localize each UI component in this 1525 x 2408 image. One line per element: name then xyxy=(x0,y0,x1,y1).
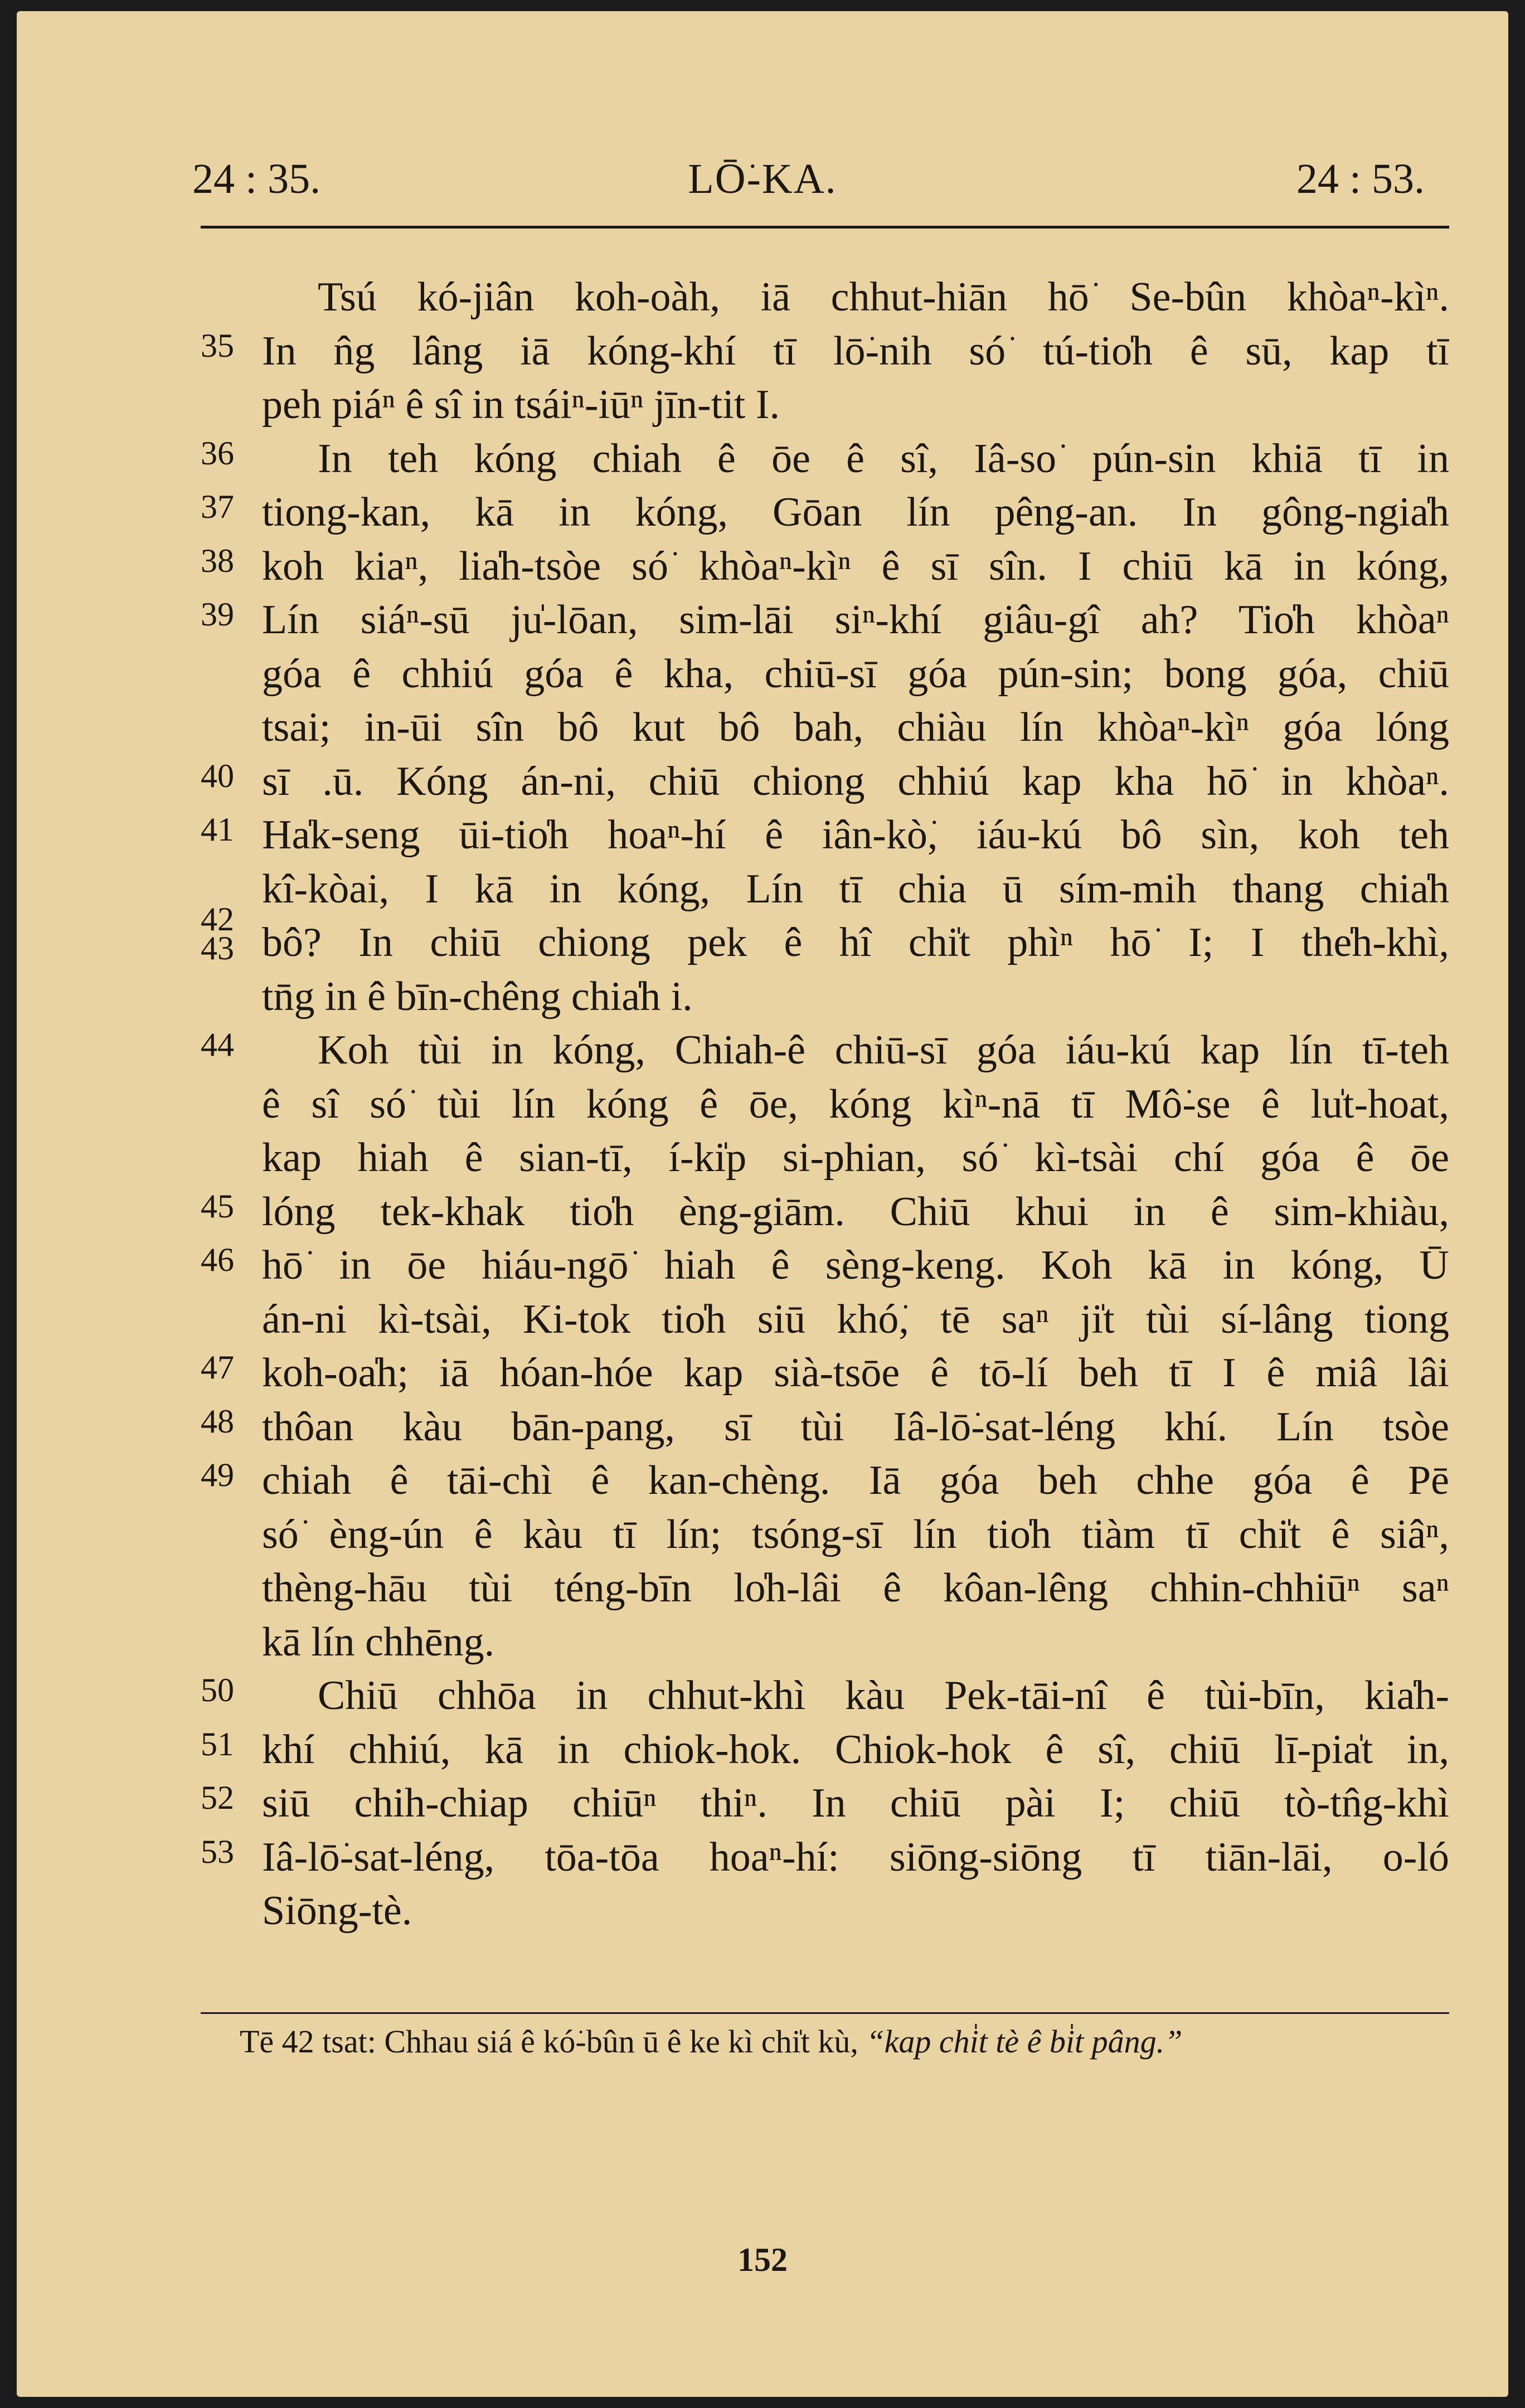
verse-text: peh piáⁿ ê sî in tsáiⁿ-iūⁿ jīn-tit I. xyxy=(262,382,780,428)
header-chapter-end: 24 : 53. xyxy=(1296,156,1425,202)
verse-text: bô? In chiū chiong pek ê hî chi̍t phìⁿ hō͘ I; I the̍h-khì, xyxy=(262,920,1449,965)
verse-text: siū chih-chiap chiūⁿ thiⁿ. In chiū pài I; chiū tò-tn̂g-khì xyxy=(262,1780,1449,1826)
verse-text: ê sî só͘ tùi lín kóng ê ōe, kóng kìⁿ-nā tī Mô͘-se ê lu̍t-hoat, xyxy=(262,1081,1449,1127)
text-line xyxy=(17,378,1508,431)
running-header xyxy=(17,155,1508,216)
verse-text: tn̄g in ê bīn-chêng chia̍h i. xyxy=(262,973,693,1019)
verse-text: lóng tek-khak tio̍h èng-giām. Chiū khui in ê sim-khiàu, xyxy=(262,1188,1449,1235)
verse-text: Ha̍k-seng ūi-tio̍h hoaⁿ-hí ê iân-kò͘, iáu-kú bô sìn, koh teh xyxy=(262,812,1449,858)
verse-text: thèng-hāu tùi téng-bīn lo̍h-lâi ê kôan-lêng chhin-chhiūⁿ saⁿ xyxy=(262,1565,1449,1611)
header-book-title: LŌ͘-KA. xyxy=(688,156,837,202)
text-line xyxy=(17,1669,1508,1722)
text-line xyxy=(17,486,1508,539)
verse-number: 45 xyxy=(201,1187,234,1225)
header-rule xyxy=(201,226,1449,229)
text-line xyxy=(17,1077,1508,1131)
verse-text: Iâ-lō͘-sat-léng, tōa-tōa hoaⁿ-hí: siōng-siōng tī tiān-lāi, o-ló xyxy=(262,1834,1449,1880)
text-line xyxy=(17,647,1508,701)
verse-number: 37 xyxy=(201,488,234,525)
footnote-quote: “kap chi̍t tè ê bi̍t pâng.” xyxy=(866,2023,1183,2060)
text-line xyxy=(17,701,1508,754)
verse-text: chiah ê tāi-chì ê kan-chèng. Iā góa beh chhe góa ê Pē xyxy=(262,1458,1449,1503)
verse-number: 48 xyxy=(201,1402,234,1440)
text-line xyxy=(17,755,1508,808)
text-line xyxy=(17,1776,1508,1830)
text-line xyxy=(17,808,1508,862)
text-line xyxy=(17,970,1508,1023)
verse-number: 52 xyxy=(201,1779,234,1816)
verse-number: 39 xyxy=(201,596,234,633)
verse-text: khí chhiú, kā in chiok-hok. Chiok-hok ê sî, chiū lī-pia̍t in, xyxy=(262,1726,1449,1773)
verse-text: hō͘ in ōe hiáu-ngō͘ hiah ê sèng-keng. Koh kā in kóng, Ū xyxy=(262,1242,1449,1288)
header-chapter-start: 24 : 35. xyxy=(192,156,321,202)
footnote-rule xyxy=(201,2012,1449,2014)
verse-number: 36 xyxy=(201,434,234,472)
verse-number: 51 xyxy=(201,1725,234,1763)
text-line xyxy=(17,1561,1508,1615)
text-line xyxy=(17,432,1508,486)
verse-text: Chiū chhōa in chhut-khì kàu Pek-tāi-nî ê tùi-bīn, kia̍h- xyxy=(318,1673,1449,1718)
book-page xyxy=(17,11,1508,2397)
text-line xyxy=(17,1454,1508,1507)
text-line xyxy=(17,1508,1508,1561)
text-line xyxy=(17,1615,1508,1669)
verse-text: In teh kóng chiah ê ōe ê sî, Iâ-so͘ pún-sin khiā tī in xyxy=(318,435,1449,482)
text-line xyxy=(17,1884,1508,1938)
verse-text: góa ê chhiú góa ê kha, chiū-sī góa pún-sin; bong góa, chiū xyxy=(262,650,1449,697)
footnote-text: Tē 42 tsat: Chhau siá ê kó͘-bûn ū ê ke kì chi̍t kù, xyxy=(240,2023,867,2060)
verse-text: Koh tùi in kóng, Chiah-ê chiū-sī góa iáu-kú kap lín tī-teh xyxy=(318,1027,1449,1073)
text-line xyxy=(17,1293,1508,1346)
text-line xyxy=(17,1723,1508,1776)
verse-text: kî-kòai, I kā in kóng, Lín tī chia ū sím-mih thang chia̍h xyxy=(262,866,1449,912)
text-line xyxy=(17,901,1508,969)
verse-number: 50 xyxy=(201,1672,234,1708)
footnote xyxy=(240,2021,1449,2063)
verse-text: In n̂g lâng iā kóng-khí tī lō͘-nih só͘ tú-tio̍h ê sū, kap tī xyxy=(262,328,1449,374)
verse-number-part: 42 xyxy=(201,901,234,938)
verse-text: Lín siáⁿ-sū ju̍-lōan, sim-lāi siⁿ-khí giâu-gî ah? Tio̍h khòaⁿ xyxy=(262,597,1449,643)
verse-number xyxy=(201,901,245,967)
text-line xyxy=(17,1023,1508,1077)
text-line xyxy=(17,1239,1508,1292)
text-line xyxy=(17,270,1508,324)
verse-text: kap hiah ê sian-tī, í-ki̍p si-phian, só͘ kì-tsài chí góa ê ōe xyxy=(262,1135,1449,1181)
text-line xyxy=(17,593,1508,647)
verse-number: 35 xyxy=(201,327,234,364)
verse-number: 47 xyxy=(201,1349,234,1386)
verse-text: koh kiaⁿ, lia̍h-tsòe só͘ khòaⁿ-kìⁿ ê sī sîn. I chiū kā in kóng, xyxy=(262,543,1449,589)
verse-text: kā lín chhēng. xyxy=(262,1619,495,1665)
verse-text: sī .ū. Kóng án-ni, chiū chiong chhiú kap kha hō͘ in khòaⁿ. xyxy=(262,758,1449,804)
text-line xyxy=(17,1346,1508,1400)
verse-text: tiong-kan, kā in kóng, Gōan lín pêng-an. In gông-ngia̍h xyxy=(262,489,1449,535)
text-line xyxy=(17,1400,1508,1454)
text-line xyxy=(17,324,1508,378)
verse-number: 41 xyxy=(201,811,234,848)
verse-number: 53 xyxy=(201,1833,234,1870)
text-line xyxy=(17,540,1508,593)
verse-text: tsai; in-ūi sîn bô kut bô bah, chiàu lín khòaⁿ-kìⁿ góa lóng xyxy=(262,705,1449,750)
verse-text: só͘ èng-ún ê kàu tī lín; tsóng-sī lín tio̍h tiàm tī chi̍t ê siâⁿ, xyxy=(262,1511,1449,1557)
verse-text: Siōng-tè. xyxy=(262,1888,412,1934)
text-line xyxy=(17,1185,1508,1239)
verse-number: 44 xyxy=(201,1026,234,1063)
verse-text: thôan kàu bān-pang, sī tùi Iâ-lō͘-sat-léng khí. Lín tsòe xyxy=(262,1404,1449,1450)
verse-number: 38 xyxy=(201,542,234,579)
verse-number-part: 43 xyxy=(201,930,234,967)
text-line xyxy=(17,1131,1508,1184)
verse-number: 49 xyxy=(201,1457,234,1493)
verse-text: koh-oa̍h; iā hóan-hóe kap sià-tsōe ê tō-lí beh tī I ê miâ lâi xyxy=(262,1350,1449,1396)
text-line xyxy=(17,1831,1508,1884)
verse-number: 40 xyxy=(201,757,234,794)
page-number: 152 xyxy=(737,2241,788,2278)
verse-text: Tsú kó-jiân koh-oàh, iā chhut-hiān hō͘ Se-bûn khòaⁿ-kìⁿ. xyxy=(318,274,1449,320)
verse-text: án-ni kì-tsài, Ki-tok tio̍h siū khó͘, tē saⁿ ji̍t tùi sí-lâng tiong xyxy=(262,1296,1449,1342)
verse-number: 46 xyxy=(201,1241,234,1278)
